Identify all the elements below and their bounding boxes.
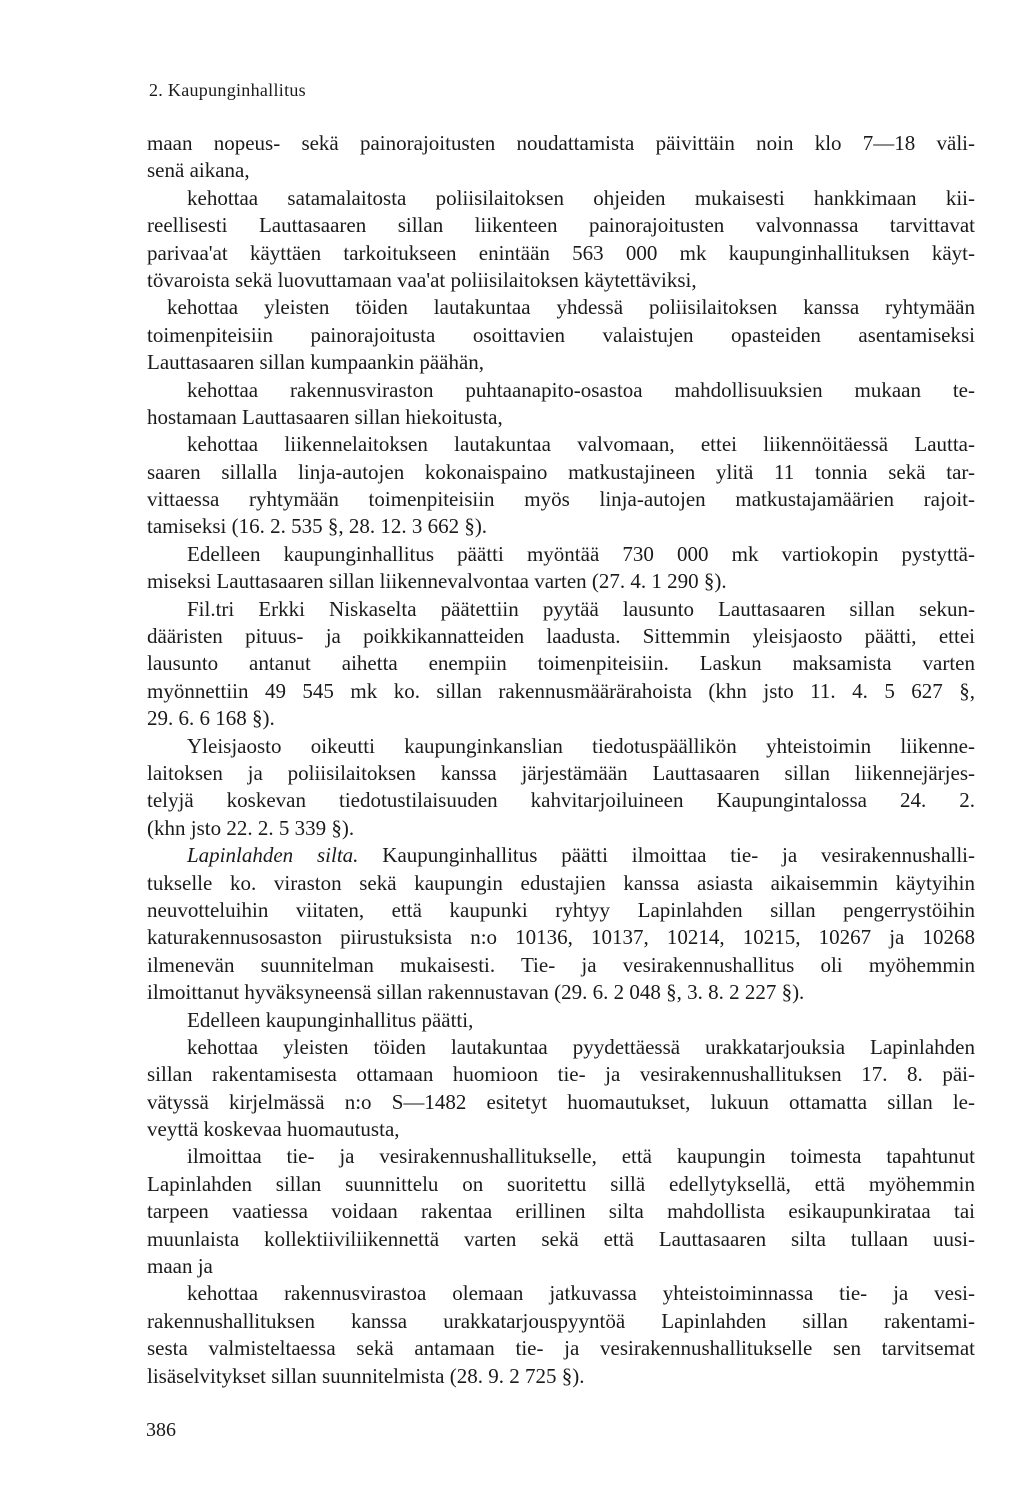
text-line: myönnettiin 49 545 mk ko. sillan rakennusmäärärahoista (khn jsto 11. 4. 5 627 §, xyxy=(147,678,975,703)
text-line: laitoksen ja poliisilaitoksen kanssa järjestämään Lauttasaaren sillan liikennejärjes- xyxy=(147,760,975,785)
italic-heading: Lapinlahden silta. xyxy=(187,843,359,868)
running-header: 2. Kaupunginhallitus xyxy=(149,80,306,100)
text-line: 29. 6. 6 168 §). xyxy=(147,706,275,731)
text-line: lisäselvitykset sillan suunnitelmista (28. 9. 2 725 §). xyxy=(147,1363,585,1388)
text-line: tövaroista sekä luovuttamaan vaa'at poliisilaitoksen käytettäviksi, xyxy=(147,267,697,292)
text-line: dääristen pituus- ja poikkikannatteiden laadusta. Sittemmin yleisjaosto päätti, ettei xyxy=(147,624,975,649)
text-line: veyttä koskevaa huomautusta, xyxy=(147,1117,400,1142)
text-line: Fil.tri Erkki Niskaselta päätettiin pyytää lausunto Lauttasaaren sillan sekun- xyxy=(187,596,975,621)
text-line: Yleisjaosto oikeutti kaupunginkanslian tiedotuspäällikön yhteistoimin liikenne- xyxy=(187,733,975,758)
text-line: vätyssä kirjelmässä n:o S—1482 esitetyt huomautukset, lukuun ottamatta sillan le- xyxy=(147,1089,975,1114)
text-line: neuvotteluihin viitaten, että kaupunki ryhtyy Lapinlahden sillan pengerrystöihin xyxy=(147,897,975,922)
text-line: kehottaa rakennusviraston puhtaanapito-osastoa mahdollisuuksien mukaan te- xyxy=(187,377,975,402)
text-line: kehottaa yleisten töiden lautakuntaa yhdessä poliisilaitoksen kanssa ryhtymään xyxy=(167,295,975,320)
text-line: Lauttasaaren sillan kumpaankin päähän, xyxy=(147,350,485,375)
body-text xyxy=(147,130,975,1390)
text-line: lausunto antanut aihetta enempiin toimenpiteisiin. Laskun maksamista varten xyxy=(147,651,975,676)
text-line: toimenpiteisiin painorajoitusta osoittavien valaistujen opasteiden asentamiseksi xyxy=(147,322,975,347)
text-line: miseksi Lauttasaaren sillan liikennevalvontaa varten (27. 4. 1 290 §). xyxy=(147,569,727,594)
text-line: reellisesti Lauttasaaren sillan liikenteen painorajoitusten valvonnassa tarvittavat xyxy=(147,213,975,238)
page-number: 386 xyxy=(146,1419,176,1441)
text-line: maan ja xyxy=(147,1254,213,1279)
text-line: katurakennusosaston piirustuksista n:o 10136, 10137, 10214, 10215, 10267 ja 10268 xyxy=(147,925,975,950)
text-line: (khn jsto 22. 2. 5 339 §). xyxy=(147,815,355,840)
text-line: Lapinlahden sillan suunnittelu on suoritettu sillä edellytyksellä, että myöhemmin xyxy=(147,1171,975,1196)
text-line: parivaa'at käyttäen tarkoitukseen enintään 563 000 mk kaupunginhallituksen käyt- xyxy=(147,240,975,265)
text-line: Edelleen kaupunginhallitus päätti myöntää 730 000 mk vartiokopin pystyttä- xyxy=(187,541,975,566)
text-line: ilmoittaa tie- ja vesirakennushallitukselle, että kaupungin toimesta tapahtunut xyxy=(187,1144,975,1169)
text-line: kehottaa satamalaitosta poliisilaitoksen ohjeiden mukaisesti hankkimaan kii- xyxy=(187,185,975,210)
text-line: rakennushallituksen kanssa urakkatarjouspyyntöä Lapinlahden sillan rakentami- xyxy=(147,1308,975,1333)
text-line: kehottaa rakennusvirastoa olemaan jatkuvassa yhteistoiminnassa tie- ja vesi- xyxy=(187,1281,975,1306)
text-line: sesta valmisteltaessa sekä antamaan tie- ja vesirakennushallitukselle sen tarvitsemat xyxy=(147,1336,975,1361)
text-line: tarpeen vaatiessa voidaan rakentaa erillinen silta mahdollista esikaupunkirataa tai xyxy=(147,1199,975,1224)
text-line: ilmoittanut hyväksyneensä sillan rakennustavan (29. 6. 2 048 §, 3. 8. 2 227 §). xyxy=(147,980,805,1005)
text-line: muunlaista kollektiiviliikennettä varten sekä että Lauttasaaren silta tullaan uusi- xyxy=(147,1226,975,1251)
text-line: saaren sillalla linja-autojen kokonaispaino matkustajineen ylitä 11 tonnia sekä tar- xyxy=(147,459,975,484)
text-line: Lapinlahden silta. Kaupunginhallitus päätti ilmoittaa tie- ja vesirakennushalli- xyxy=(187,843,975,868)
text-line: kehottaa liikennelaitoksen lautakuntaa valvomaan, ettei liikennöitäessä Lautta- xyxy=(187,432,975,457)
text-line: Edelleen kaupunginhallitus päätti, xyxy=(187,1007,474,1032)
text-line: sillan rakentamisesta ottamaan huomioon tie- ja vesirakennushallituksen 17. 8. päi- xyxy=(147,1062,975,1087)
text-line: telyjä koskevan tiedotustilaisuuden kahvitarjoiluineen Kaupungintalossa 24. 2. xyxy=(147,788,975,813)
text-line: maan nopeus- sekä painorajoitusten noudattamista päivittäin noin klo 7—18 väli- xyxy=(147,131,975,155)
text-line: vittaessa ryhtymään toimenpiteisiin myös linja-autojen matkustajamäärien rajoit- xyxy=(147,487,975,512)
text-line: senä aikana, xyxy=(147,158,250,183)
text-line: hostamaan Lauttasaaren sillan hiekoitusta, xyxy=(147,404,503,429)
text-line: tukselle ko. viraston sekä kaupungin edustajien kanssa asiasta aikaisemmin käytyihin xyxy=(147,870,975,895)
text-line: ilmenevän suunnitelman mukaisesti. Tie- ja vesirakennushallitus oli myöhemmin xyxy=(147,952,975,977)
text-line: tamiseksi (16. 2. 535 §, 28. 12. 3 662 §). xyxy=(147,514,488,539)
text-line: kehottaa yleisten töiden lautakuntaa pyydettäessä urakkatarjouksia Lapinlahden xyxy=(187,1034,975,1059)
